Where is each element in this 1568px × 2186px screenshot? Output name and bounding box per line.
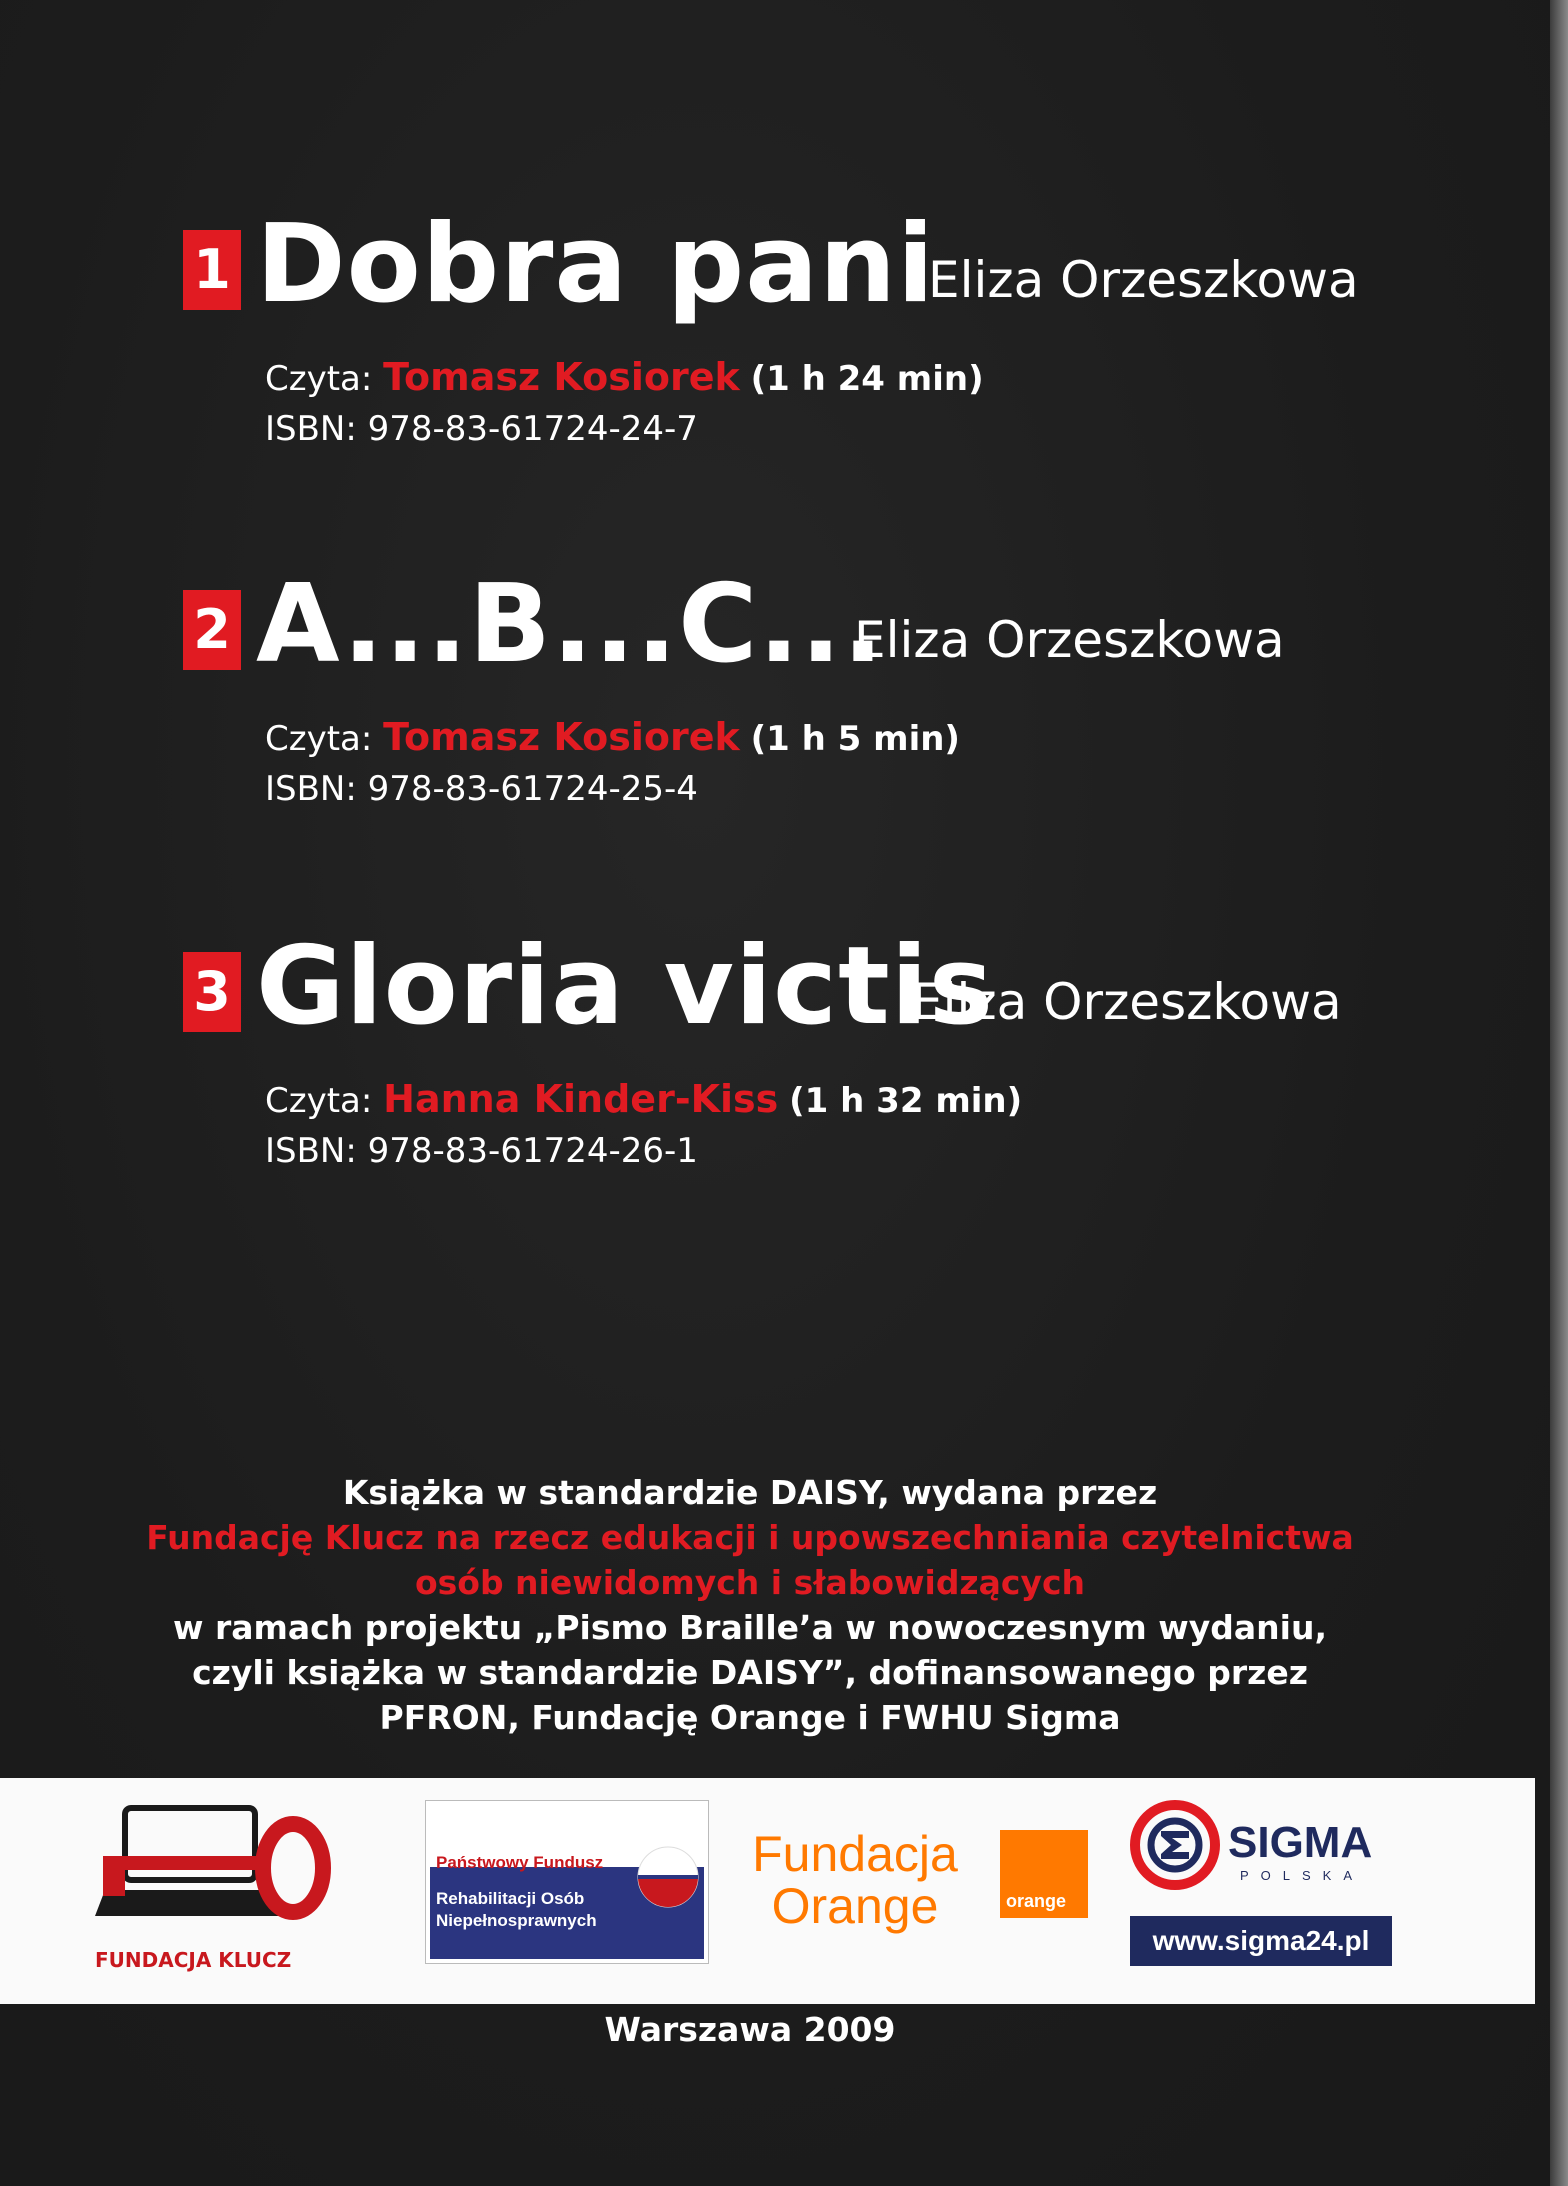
book-author: Eliza Orzeszkowa (911, 973, 1342, 1031)
pfron-emblem-icon (636, 1845, 700, 1909)
project-line-cont: czyli książka w standardzie DAISY”, dofinansowanego przez (192, 1653, 1308, 1692)
duration: (1 h 24 min) (750, 359, 984, 399)
orange-badge (1000, 1830, 1088, 1918)
place-and-year: Warszawa 2009 (604, 2010, 896, 2049)
entry-number: 1 (183, 230, 241, 310)
reader-line (265, 710, 960, 766)
isbn: ISBN: 978-83-61724-25-4 (265, 769, 698, 809)
sigma-url: www.sigma24.pl (1130, 1916, 1392, 1966)
key-laptop-icon (95, 1798, 345, 1948)
book-author: Eliza Orzeszkowa (854, 611, 1285, 669)
isbn: ISBN: 978-83-61724-26-1 (265, 1131, 698, 1171)
reader-label: Czyta: (265, 359, 373, 399)
duration: (1 h 32 min) (789, 1081, 1023, 1121)
pfron-name-line2: Rehabilitacji Osób (436, 1889, 585, 1908)
sigma-subtitle: POLSKA (1240, 1868, 1365, 1883)
entry-number: 2 (183, 590, 241, 670)
reader-label: Czyta: (265, 1081, 373, 1121)
book-author: Eliza Orzeszkowa (928, 251, 1359, 309)
sigma-emblem-icon (1128, 1798, 1223, 1893)
sigma-name: SIGMA (1228, 1818, 1373, 1867)
publisher-foundation: Fundację Klucz na rzecz edukacji i upowszechniania czytelnictwa (146, 1518, 1354, 1557)
reader-line (265, 1072, 1022, 1128)
publisher-line: Książka w standardzie DAISY, wydana przez (342, 1473, 1158, 1512)
sigma-logo (1128, 1798, 1398, 1978)
publisher-statement (0, 1470, 1500, 1740)
case-edge (1550, 0, 1568, 2186)
fundacja-klucz-name: FUNDACJA KLUCZ (95, 1948, 292, 1972)
book-title: A...B...C... (256, 562, 885, 687)
isbn: ISBN: 978-83-61724-24-7 (265, 409, 698, 449)
book-title: Gloria victis (256, 924, 994, 1049)
sponsors-line: PFRON, Fundację Orange i FWHU Sigma (379, 1698, 1121, 1737)
pfron-name-line3: Niepełnosprawnych (436, 1911, 597, 1930)
reader-name: Hanna Kinder-Kiss (383, 1077, 779, 1121)
fundacja-orange-line2: Orange (771, 1878, 939, 1934)
reader-label: Czyta: (265, 719, 373, 759)
reader-name: Tomasz Kosiorek (383, 715, 740, 759)
pfron-name-line1: Państwowy Fundusz (436, 1853, 604, 1872)
entry-number: 3 (183, 952, 241, 1032)
reader-name: Tomasz Kosiorek (383, 355, 740, 399)
sponsor-logo-strip (0, 1778, 1535, 2004)
fundacja-orange-line1: Fundacja (752, 1826, 958, 1882)
fundacja-orange-logo (745, 1828, 965, 1948)
pfron-logo (425, 1800, 709, 1964)
publisher-foundation-cont: osób niewidomych i słabowidzących (414, 1563, 1086, 1602)
duration: (1 h 5 min) (750, 719, 960, 759)
book-title: Dobra pani (256, 202, 935, 327)
orange-badge-text: orange (1006, 1891, 1067, 1911)
fundacja-klucz-logo (95, 1798, 345, 1988)
reader-line (265, 350, 984, 406)
project-line: w ramach projektu „Pismo Braille’a w nowoczesnym wydaniu, (172, 1608, 1328, 1647)
